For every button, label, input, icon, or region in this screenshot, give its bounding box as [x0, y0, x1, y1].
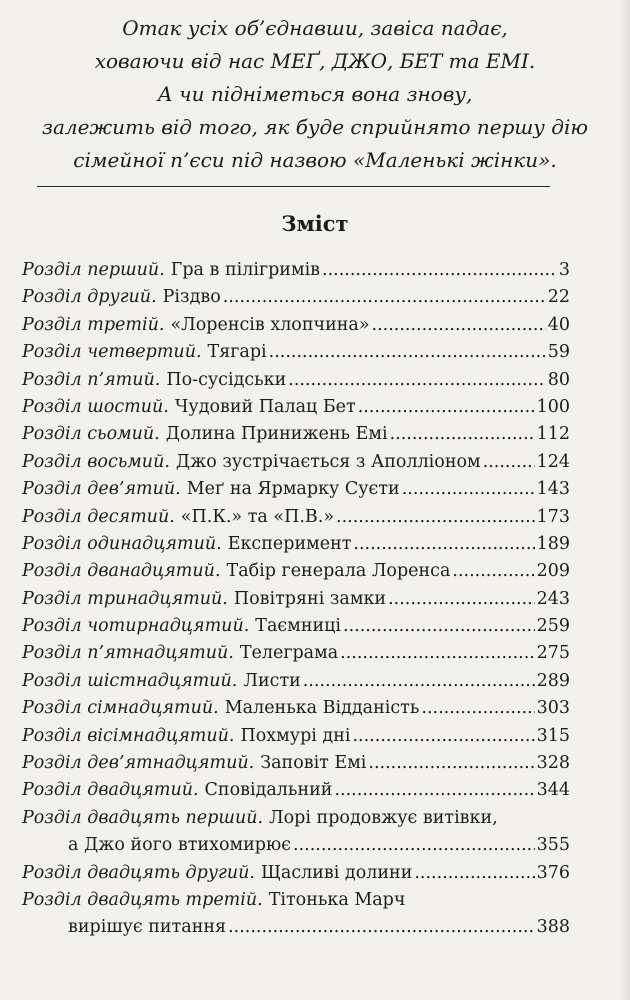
- toc-page-number: 275: [536, 643, 570, 664]
- toc-dot-leader: [303, 671, 535, 691]
- toc-entry: [22, 342, 570, 369]
- toc-chapter-label: Розділ перший.: [22, 260, 165, 280]
- toc-chapter-label: Розділ сьомий.: [22, 424, 160, 445]
- toc-entry: [22, 287, 570, 314]
- toc-page-number: 328: [536, 753, 570, 774]
- toc-dot-leader: [334, 780, 534, 800]
- toc-entry: [22, 315, 570, 342]
- toc-chapter-label: Розділ двадцятий.: [22, 780, 199, 801]
- toc-page-number: 59: [547, 342, 570, 363]
- toc-chapter-label: Розділ восьмий.: [22, 451, 170, 472]
- toc-entry: [22, 479, 570, 506]
- toc-chapter-title: Телеграма: [239, 643, 339, 664]
- toc-chapter-title: Тягарі: [207, 342, 267, 363]
- toc-chapter-title: Повітряні замки: [233, 588, 387, 609]
- toc-chapter-label: Розділ тринадцятий.: [22, 588, 228, 609]
- toc-page-number: 344: [536, 780, 570, 801]
- toc-chapter-title: Заповіт Емі: [260, 753, 367, 774]
- toc-entry: [22, 890, 570, 917]
- toc-dot-leader: [293, 835, 535, 855]
- toc-chapter-title: а Джо його втихомирює: [68, 835, 292, 856]
- toc-page-number: 289: [536, 670, 570, 691]
- toc-chapter-label: Розділ дванадцятий.: [22, 561, 221, 582]
- toc-chapter-title: Лорі продовжує витівки,: [269, 807, 498, 828]
- toc-entry: [22, 780, 570, 807]
- epigraph-line: ховаючи від нас МЕҐ, ДЖО, БЕТ та ЕМІ.: [94, 49, 536, 73]
- toc-entry-continuation: [22, 835, 570, 862]
- toc-chapter-title: Листи: [243, 670, 301, 691]
- toc-chapter-title: Долина Принижень Емі: [165, 424, 388, 445]
- toc-chapter-title: По-сусідськи: [166, 369, 287, 390]
- toc-chapter-label: Розділ вісімнадцятий.: [22, 725, 235, 746]
- toc-chapter-title: Сповідальний: [204, 780, 333, 801]
- toc-dot-leader: [322, 260, 557, 280]
- toc-dot-leader: [390, 424, 535, 444]
- toc-entry: [22, 863, 570, 890]
- toc-heading: Зміст: [281, 211, 349, 236]
- toc-chapter-label: Розділ дев’ятий.: [22, 479, 181, 500]
- toc-dot-leader: [223, 287, 546, 307]
- toc-entry: [22, 698, 570, 725]
- toc-entry: [22, 534, 570, 561]
- toc-chapter-label: Розділ шостий.: [22, 396, 169, 417]
- toc-chapter-title: Чудовий Палац Бет: [174, 396, 356, 417]
- epigraph-line: залежить від того, як буде сприйнято першу дію: [42, 115, 588, 139]
- toc-page-number: 143: [536, 479, 570, 500]
- toc-chapter-label: Розділ четвертий.: [22, 342, 202, 363]
- toc-entry: [22, 589, 570, 616]
- toc-chapter-label: Розділ двадцять другий.: [22, 862, 255, 883]
- toc-chapter-title: «Лоренсів хлопчина»: [170, 314, 370, 335]
- toc-chapter-title: Похмурі дні: [240, 725, 351, 746]
- toc-chapter-label: Розділ чотирнадцятий.: [22, 616, 250, 637]
- toc-entry: [22, 260, 570, 287]
- toc-dot-leader: [368, 753, 534, 773]
- toc-chapter-label: Розділ одинадцятий.: [22, 533, 222, 554]
- toc-dot-leader: [388, 589, 535, 609]
- toc-chapter-title: Таємниці: [255, 616, 341, 637]
- toc-dot-leader: [414, 863, 534, 883]
- toc-chapter-title: Меґ на Ярмарку Суєти: [186, 479, 400, 500]
- toc-dot-leader: [421, 698, 534, 718]
- toc-chapter-title: Джо зустрічається з Аполліоном: [175, 451, 481, 472]
- toc-dot-leader: [343, 616, 535, 636]
- toc-chapter-title: вирішує питання: [68, 917, 227, 938]
- toc-chapter-title: Експеримент: [227, 533, 352, 554]
- toc-page-number: 22: [547, 287, 570, 308]
- toc-page-number: 40: [547, 314, 570, 335]
- table-of-contents: [22, 260, 570, 945]
- toc-entry: [22, 753, 570, 780]
- toc-entry: [22, 671, 570, 698]
- toc-dot-leader: [352, 726, 534, 746]
- toc-dot-leader: [372, 315, 546, 335]
- toc-chapter-label: Розділ дев’ятнадцятий.: [22, 753, 255, 774]
- toc-chapter-label: Розділ десятий.: [22, 506, 175, 527]
- toc-entry: [22, 370, 570, 397]
- toc-chapter-title: Тітонька Марч: [268, 889, 406, 910]
- toc-page-number: 112: [536, 424, 570, 445]
- toc-chapter-label: Розділ двадцять третій.: [22, 889, 263, 910]
- toc-page-number: 124: [536, 451, 570, 472]
- toc-page-number: 80: [547, 369, 570, 390]
- toc-page-number: 173: [536, 506, 570, 527]
- toc-page-number: 209: [536, 561, 570, 582]
- toc-chapter-title: Маленька Відданість: [224, 698, 420, 719]
- toc-entry: [22, 808, 570, 835]
- toc-page-number: 388: [536, 917, 570, 938]
- toc-chapter-title: Табір генерала Лоренса: [226, 561, 451, 582]
- toc-entry: [22, 616, 570, 643]
- toc-dot-leader: [288, 370, 545, 390]
- toc-page-number: 355: [536, 835, 570, 856]
- toc-page-number: 303: [536, 698, 570, 719]
- toc-page-number: 100: [536, 396, 570, 417]
- toc-entry: [22, 561, 570, 588]
- toc-chapter-title: Різдво: [162, 287, 221, 308]
- toc-page-number: 315: [536, 725, 570, 746]
- toc-entry: [22, 507, 570, 534]
- toc-entry: [22, 452, 570, 479]
- toc-page-number: 3: [558, 260, 570, 280]
- toc-dot-leader: [269, 342, 546, 362]
- toc-chapter-label: Розділ двадцять перший.: [22, 807, 264, 828]
- divider-rule: [37, 186, 550, 187]
- toc-dot-leader: [353, 534, 534, 554]
- toc-dot-leader: [483, 452, 535, 472]
- toc-chapter-label: Розділ третій.: [22, 314, 165, 335]
- toc-chapter-title: Щасливі долини: [260, 862, 413, 883]
- toc-chapter-label: Розділ сімнадцятий.: [22, 698, 219, 719]
- toc-chapter-label: Розділ п’ятий.: [22, 369, 161, 390]
- toc-dot-leader: [452, 561, 534, 581]
- epigraph: [0, 12, 630, 177]
- toc-dot-leader: [340, 643, 534, 663]
- toc-page-number: 243: [536, 588, 570, 609]
- toc-dot-leader: [336, 507, 535, 527]
- toc-chapter-label: Розділ другий.: [22, 287, 157, 308]
- toc-page-number: 376: [536, 862, 570, 883]
- toc-chapter-label: Розділ п’ятнадцятий.: [22, 643, 234, 664]
- epigraph-line: А чи підніметься вона знову,: [157, 82, 473, 106]
- toc-dot-leader: [358, 397, 535, 417]
- toc-chapter-label: Розділ шістнадцятий.: [22, 670, 238, 691]
- toc-entry: [22, 643, 570, 670]
- epigraph-line: сімейної п’єси під назвою «Маленькі жінки».: [73, 148, 557, 172]
- toc-entry-continuation: [22, 917, 570, 944]
- toc-dot-leader: [402, 479, 535, 499]
- toc-page-number: 259: [536, 616, 570, 637]
- toc-entry: [22, 726, 570, 753]
- toc-entry: [22, 397, 570, 424]
- toc-page-number: 189: [536, 533, 570, 554]
- toc-dot-leader: [228, 917, 535, 937]
- epigraph-line: Отак усіх об’єднавши, завіса падає,: [122, 16, 508, 40]
- toc-chapter-title: «П.К.» та «П.В.»: [180, 506, 335, 527]
- toc-chapter-title: Гра в пілігримів: [170, 260, 321, 280]
- toc-entry: [22, 424, 570, 451]
